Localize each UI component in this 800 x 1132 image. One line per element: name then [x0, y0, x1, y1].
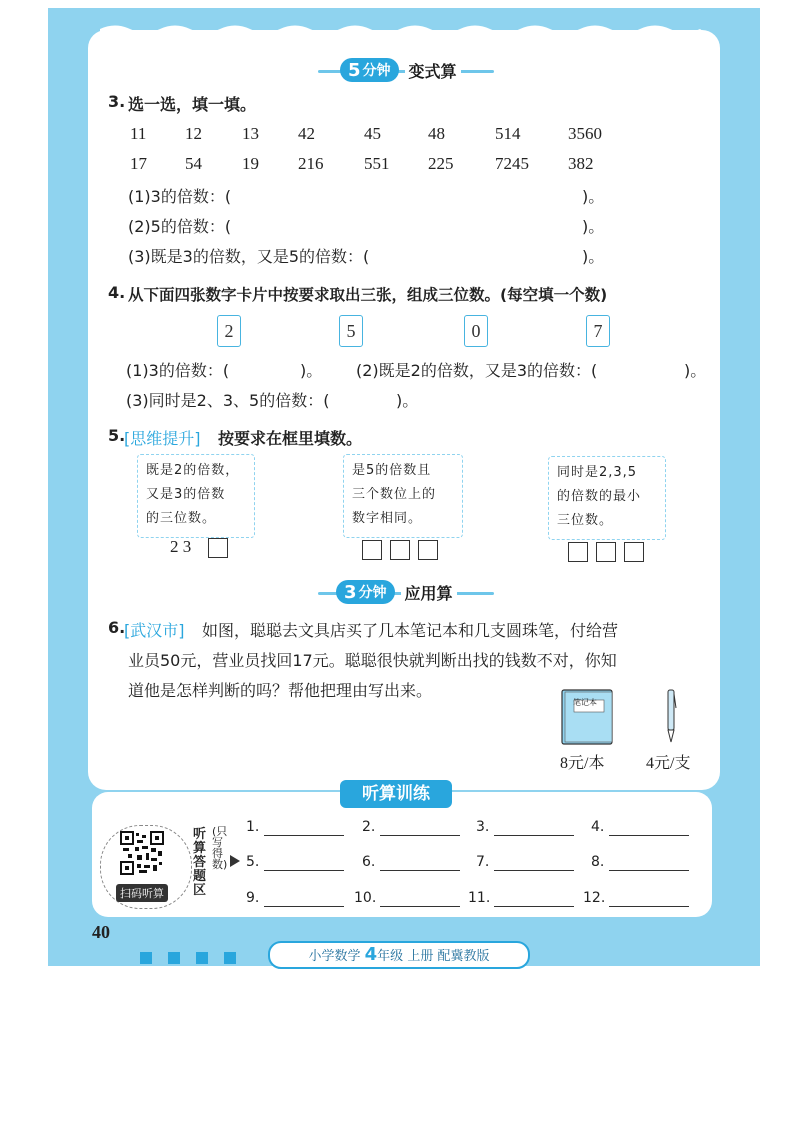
- answer-blank[interactable]: [609, 819, 689, 836]
- answer-blank[interactable]: [264, 819, 344, 836]
- digit-card: 0: [464, 315, 488, 347]
- answer-line-label: (1)3的倍数：(: [128, 187, 232, 206]
- number: 45: [364, 124, 381, 143]
- condition-text: 三位数。: [557, 513, 614, 528]
- number: 11: [130, 124, 147, 143]
- condition-text: 是5的倍数且: [352, 463, 432, 478]
- answer-number: 3.: [476, 819, 490, 835]
- condition-text: 既是2的倍数，: [146, 463, 240, 478]
- notebook-cover-label: 笔记本: [573, 698, 597, 707]
- answer-number: 4.: [591, 819, 605, 835]
- number: 19: [242, 154, 259, 173]
- fill-box[interactable]: [418, 540, 438, 560]
- condition-box: [548, 456, 666, 540]
- digit-card: 2: [217, 315, 241, 347]
- answer-blank[interactable]: [380, 854, 460, 871]
- answer-line-end: )。: [684, 361, 707, 380]
- question-number: 6.: [108, 618, 126, 637]
- condition-text: 的倍数的最小: [557, 489, 642, 504]
- condition-text: 数字相同。: [352, 511, 423, 526]
- number: 3560: [568, 124, 602, 143]
- number: 216: [298, 154, 324, 173]
- time-badge: 3 分钟: [336, 580, 395, 604]
- answer-blank[interactable]: [380, 819, 460, 836]
- answer-line-end: )。: [582, 187, 605, 206]
- page-number: 40: [92, 922, 110, 942]
- number: 382: [568, 154, 594, 173]
- given-digits: 2 3: [170, 537, 192, 556]
- answer-number: 5.: [246, 854, 260, 870]
- condition-text: 同时是2,3,5: [557, 465, 638, 480]
- question-text: 如图，聪聪去文具店买了几本笔记本和几支圆珠笔，付给营: [202, 621, 619, 640]
- answer-line-label: (3)既是3的倍数，又是5的倍数：(: [128, 247, 370, 266]
- condition-text: 又是3的倍数: [146, 487, 226, 502]
- footer-stripe: [140, 952, 152, 964]
- answer-area-note: (只写得数): [212, 825, 228, 871]
- fill-box[interactable]: [362, 540, 382, 560]
- notebook-price: 8元/本: [560, 755, 605, 772]
- answer-blank[interactable]: [494, 819, 574, 836]
- answer-line-end: )。: [396, 391, 419, 410]
- answer-number: 9.: [246, 890, 260, 906]
- answer-blank[interactable]: [494, 854, 574, 871]
- answer-number: 10.: [354, 890, 377, 906]
- answer-line-label: (3)同时是2、3、5的倍数：(: [126, 391, 330, 410]
- answer-blank[interactable]: [494, 890, 574, 907]
- fill-box[interactable]: [568, 542, 588, 562]
- answer-number: 12.: [583, 890, 606, 906]
- fill-box[interactable]: [390, 540, 410, 560]
- question-title: 选一选，填一填。: [128, 95, 257, 114]
- number: 54: [185, 154, 202, 173]
- qr-code-icon[interactable]: [120, 831, 164, 875]
- question-title: 从下面四张数字卡片中按要求取出三张，组成三位数。(每空填一个数): [128, 286, 608, 304]
- question-text: 道他是怎样判断的吗？帮他把理由写出来。: [128, 681, 433, 700]
- condition-box: [137, 454, 255, 538]
- answer-blank[interactable]: [264, 890, 344, 907]
- arrow-right-icon: [230, 855, 240, 867]
- footer-stripe: [196, 952, 208, 964]
- answer-number: 11.: [468, 890, 491, 906]
- answer-number: 1.: [246, 819, 260, 835]
- listening-title: 听算训练: [340, 780, 452, 808]
- fill-box[interactable]: [208, 538, 228, 558]
- answer-number: 6.: [362, 854, 376, 870]
- number: 13: [242, 124, 259, 143]
- section-header-1: [340, 58, 461, 82]
- grade-number: 4: [364, 944, 378, 965]
- answer-blank[interactable]: [380, 890, 460, 907]
- question-tag: [思维提升]: [124, 429, 201, 448]
- fill-box[interactable]: [624, 542, 644, 562]
- section-header-2: [336, 580, 457, 604]
- digit-card: 5: [339, 315, 363, 347]
- fill-box[interactable]: [596, 542, 616, 562]
- footer-stripe: [168, 952, 180, 964]
- answer-line-label: (2)5的倍数：(: [128, 217, 232, 236]
- condition-text: 三个数位上的: [352, 487, 437, 502]
- pen-icon: [664, 688, 678, 744]
- answer-area-label: 听算答题区: [193, 827, 207, 898]
- question-tag: [武汉市]: [124, 621, 185, 640]
- section-title: 应用算: [401, 581, 457, 604]
- question-text: 业员50元，营业员找回17元。聪聪很快就判断出找的钱数不对，你知: [128, 651, 617, 670]
- number: 7245: [495, 154, 529, 173]
- question-number: 5.: [108, 426, 126, 445]
- number: 514: [495, 124, 521, 143]
- answer-line-label: (2)既是2的倍数，又是3的倍数：(: [356, 361, 598, 380]
- number: 42: [298, 124, 315, 143]
- question-number: 3.: [108, 92, 126, 111]
- answer-line-end: )。: [582, 247, 605, 266]
- digit-card: 7: [586, 315, 610, 347]
- scan-label: 扫码听算: [116, 884, 168, 902]
- pen-price: 4元/支: [646, 755, 691, 772]
- answer-number: 2.: [362, 819, 376, 835]
- edition: 配冀教版: [437, 949, 490, 964]
- subject: 小学数学: [308, 949, 361, 964]
- number: 551: [364, 154, 390, 173]
- number: 225: [428, 154, 454, 173]
- answer-blank[interactable]: [609, 854, 689, 871]
- answer-number: 8.: [591, 854, 605, 870]
- condition-text: 的三位数。: [146, 511, 217, 526]
- answer-line-label: (1)3的倍数：(: [126, 361, 230, 380]
- question-title: 按要求在框里填数。: [218, 429, 363, 448]
- term: 上册: [407, 949, 434, 964]
- time-badge: 5 分钟: [340, 58, 399, 82]
- answer-line-end: )。: [582, 217, 605, 236]
- answer-blank[interactable]: [264, 854, 344, 871]
- answer-number: 7.: [476, 854, 490, 870]
- book-info: [268, 941, 530, 969]
- answer-blank[interactable]: [609, 890, 689, 907]
- condition-box: [343, 454, 463, 538]
- grade: 年级: [377, 949, 404, 964]
- footer-stripe: [224, 952, 236, 964]
- section-title: 变式算: [405, 59, 461, 82]
- number: 48: [428, 124, 445, 143]
- number: 12: [185, 124, 202, 143]
- number: 17: [130, 154, 147, 173]
- answer-line-end: )。: [300, 361, 323, 380]
- question-number: 4.: [108, 283, 126, 302]
